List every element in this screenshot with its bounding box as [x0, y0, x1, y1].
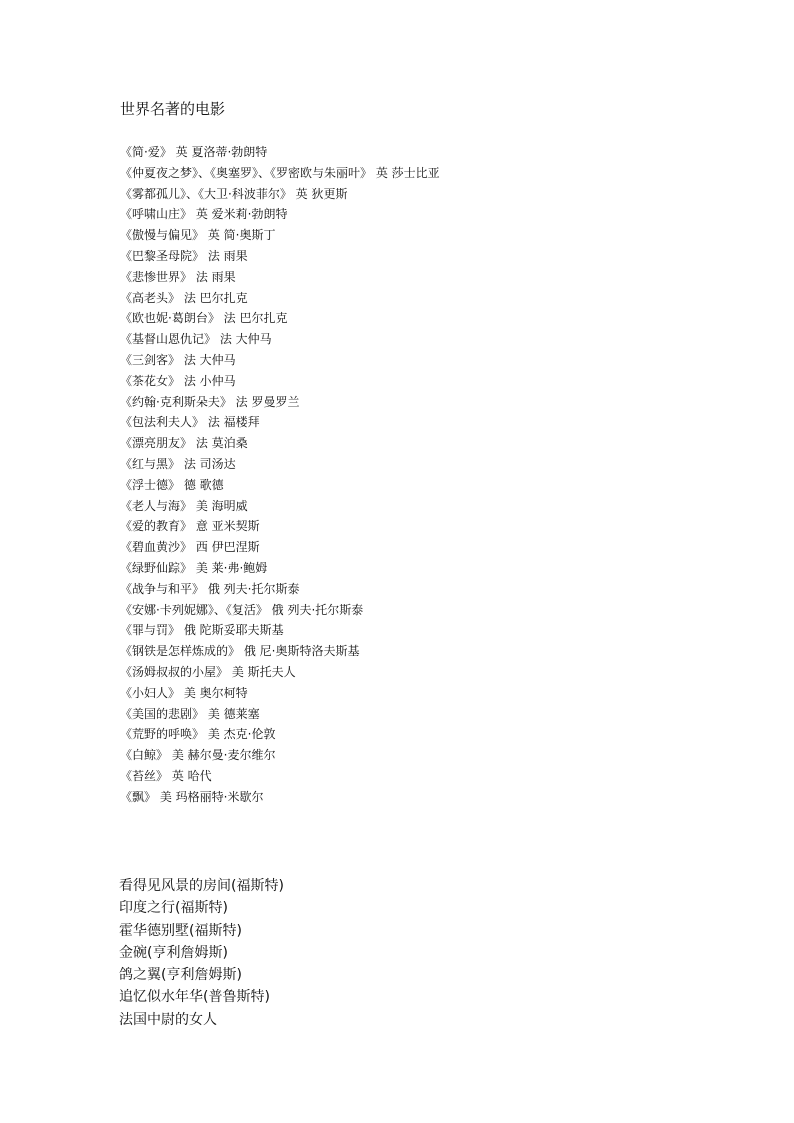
movie-list-item: 《茶花女》 法 小仲马	[120, 373, 236, 388]
movie-list-item: 《碧血黄沙》 西 伊巴涅斯	[120, 540, 260, 555]
movie-list-item: 《钢铁是怎样炼成的》 俄 尼·奥斯特洛夫斯基	[120, 644, 360, 659]
movie-list-item: 《简·爱》 英 夏洛蒂·勃朗特	[120, 145, 268, 159]
movie-list-item: 《红与黑》 法 司汤达	[120, 456, 236, 471]
movie-list-item: 《悲惨世界》 法 雨果	[120, 269, 236, 284]
book-list-item: 追忆似水年华(普鲁斯特)	[119, 989, 270, 1006]
movie-list-item: 《雾都孤儿》、《大卫·科波菲尔》 英 狄更斯	[120, 186, 348, 201]
movie-list-item: 《老人与海》 美 海明威	[120, 498, 248, 513]
movie-list-item: 《荒野的呼唤》 美 杰克·伦敦	[120, 727, 276, 742]
movie-list-item: 《安娜·卡列妮娜》、《复活》 俄 列夫·托尔斯泰	[120, 602, 364, 617]
movie-list-item: 《基督山恩仇记》 法 大仲马	[120, 332, 272, 347]
movie-list-item: 《爱的教育》 意 亚米契斯	[120, 519, 260, 534]
movie-list-item: 《呼啸山庄》 英 爱米莉·勃朗特	[120, 207, 288, 222]
movie-list-item: 《约翰·克利斯朵夫》 法 罗曼罗兰	[120, 394, 300, 409]
movie-list-item: 《欧也妮·葛朗台》 法 巴尔扎克	[120, 311, 288, 326]
movie-list-item: 《美国的悲剧》 美 德莱塞	[120, 706, 260, 721]
movie-list-item: 《白鲸》 美 赫尔曼·麦尔维尔	[120, 748, 276, 763]
book-list-item: 霍华德别墅(福斯特)	[119, 922, 242, 939]
movie-list-item: 《傲慢与偏见》 英 简·奥斯丁	[120, 228, 276, 243]
book-list-item: 印度之行(福斯特)	[119, 900, 228, 917]
movie-list-item: 《汤姆叔叔的小屋》 美 斯托夫人	[120, 664, 296, 679]
movie-list-item: 《高老头》 法 巴尔扎克	[120, 290, 248, 305]
movie-list-item: 《罪与罚》 俄 陀斯妥耶夫斯基	[120, 623, 284, 638]
movie-list-item: 《小妇人》 美 奥尔柯特	[120, 685, 248, 700]
movie-list-item: 《包法利夫人》 法 福楼拜	[120, 415, 260, 430]
movie-list	[120, 142, 440, 808]
book-list-item: 金碗(亨利詹姆斯)	[119, 944, 228, 961]
movie-list-item: 《三剑客》 法 大仲马	[120, 352, 236, 367]
movie-list-item: 《飘》 美 玛格丽特·米歇尔	[120, 789, 264, 804]
movie-list-item: 《仲夏夜之梦》、《奥塞罗》、《罗密欧与朱丽叶》 英 莎士比亚	[120, 165, 440, 180]
movie-list-item: 《浮士德》 德 歌德	[120, 477, 224, 492]
book-list-item: 看得见风景的房间(福斯特)	[119, 878, 284, 894]
book-list	[119, 875, 284, 1031]
book-list-item: 法国中尉的女人	[119, 1011, 217, 1028]
movie-list-item: 《绿野仙踪》 美 莱·弗·鲍姆	[120, 560, 268, 575]
movie-list-item: 《巴黎圣母院》 法 雨果	[120, 248, 248, 263]
movie-list-item: 《漂亮朋友》 法 莫泊桑	[120, 436, 248, 451]
book-list-item: 鸽之翼(亨利詹姆斯)	[119, 967, 242, 984]
page-title: 世界名著的电影	[120, 100, 226, 118]
movie-list-item: 《苔丝》 英 哈代	[120, 768, 212, 783]
movie-list-item: 《战争与和平》 俄 列夫·托尔斯泰	[120, 581, 300, 596]
